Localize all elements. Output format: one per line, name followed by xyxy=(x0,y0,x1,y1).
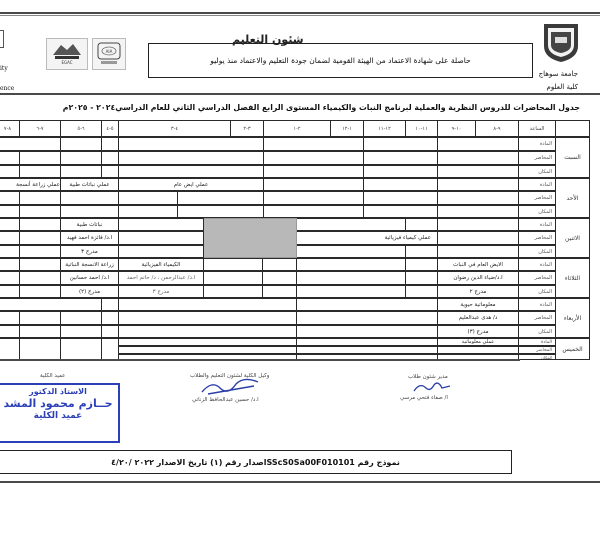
label-lecturer: المحاضر xyxy=(518,191,556,205)
vice-dean-name: ا.د/ حسين عبدالحافظ الزناتي xyxy=(192,397,259,403)
thu-lecturer-1-4 xyxy=(118,346,297,354)
dean-title: عميد الكلية xyxy=(40,373,66,379)
mon-subject-11-1 xyxy=(296,218,406,231)
egac-logo xyxy=(46,38,88,70)
aia-emblem-icon xyxy=(93,39,125,69)
sat-subject-10-12 xyxy=(363,137,438,151)
wed-lecturer-10-1 xyxy=(296,311,438,325)
mon-place-6-7 xyxy=(19,245,61,258)
time-header: الساعة xyxy=(518,120,556,137)
mon-subject-7-8 xyxy=(0,218,20,231)
stamp-line-1: الاستاذ الدكتور xyxy=(29,387,87,396)
tue-lecturer-physchem: ا.د/ عبدالرحمن ، د/ حاتم احمد xyxy=(118,271,204,285)
label-subject: المادة xyxy=(518,338,556,346)
wed-place-7-8 xyxy=(0,325,20,338)
label-subject: المادة xyxy=(518,298,556,311)
tue-place-6-7 xyxy=(19,285,61,298)
svg-text:AIA: AIA xyxy=(105,49,113,54)
wed-subject-1-4 xyxy=(118,298,297,311)
tue-subject-6-7 xyxy=(19,258,61,271)
sat-lecturer-7-8 xyxy=(0,151,20,165)
slot-3-2: ٣-٢ xyxy=(230,120,264,137)
university-en-partial: ity xyxy=(0,65,8,72)
label-place: المكان xyxy=(518,354,556,360)
sun-lecturer-4-3 xyxy=(118,191,178,205)
svg-text:EGAC: EGAC xyxy=(61,60,73,65)
slot-9-8: ٩-٨ xyxy=(475,120,519,137)
tue-place-1-2 xyxy=(262,285,297,298)
sat-place-12-2 xyxy=(263,165,364,178)
mon-place-7-8 xyxy=(0,245,20,258)
slot-4-3: ٤-٣ xyxy=(118,120,231,137)
slot-1-12: ١-١٢ xyxy=(330,120,364,137)
slot-12-11: ١٢-١١ xyxy=(363,120,406,137)
sun-practical-tissue: عملي زراعة أنسجة xyxy=(0,178,61,191)
mon-place-10-11 xyxy=(405,245,438,258)
thu-subject-10-1 xyxy=(296,338,438,346)
sat-place-2-4 xyxy=(118,165,264,178)
sat-lecturer-4-5 xyxy=(101,151,119,165)
sat-lecturer-12-2 xyxy=(263,151,364,165)
university-name: جامعة سوهاج xyxy=(538,70,578,78)
tue-subject-tissue: زراعة الانسجة النباتية xyxy=(60,258,119,271)
student-affairs-signature-icon xyxy=(412,380,452,394)
wed-subject-4-5 xyxy=(101,298,119,311)
student-affairs-title: مدير شئون طلاب xyxy=(408,374,448,380)
day-tuesday: الثلاثاء xyxy=(555,258,590,298)
shade-edge xyxy=(263,231,264,245)
header-rule xyxy=(0,93,600,95)
schedule-title: جدول المحاضرات للدروس النظرية والعملية لبرنامج النبات والكيمياء المستوى الرابع الفصل الدراسي الثاني للعام الدراسي٢٠٢٤ - ٢٠٢٥م xyxy=(62,103,580,112)
label-place: المكان xyxy=(518,245,556,258)
sat-lecturer-8-10 xyxy=(437,151,519,165)
wed-lecturer-4-5 xyxy=(101,311,119,325)
sun-place-12-2 xyxy=(263,205,364,218)
slot-10-9: ١٠-٩ xyxy=(437,120,476,137)
tue-lecturer-11-1 xyxy=(296,271,406,285)
sat-subject-2-4 xyxy=(118,137,264,151)
day-thursday: الخميس xyxy=(555,338,590,360)
sun-lecturer-10-12 xyxy=(363,191,438,205)
sat-subject-12-2 xyxy=(263,137,364,151)
tue-subject-2-3 xyxy=(203,258,263,271)
mon-subject-10-11 xyxy=(405,218,438,231)
thu-4-5 xyxy=(101,338,119,360)
sat-place-8-10 xyxy=(437,165,519,178)
tue-subject-metabolism: الايض العام في النبات xyxy=(437,258,519,271)
sat-lecturer-2-4 xyxy=(118,151,264,165)
sun-lecturer-8-10 xyxy=(437,191,519,205)
sun-place-7-8 xyxy=(0,205,20,218)
tue-place-metabolism: مدرج ٢ xyxy=(437,285,519,298)
sat-lecturer-5-6 xyxy=(60,151,102,165)
day-saturday: السبت xyxy=(555,137,590,178)
sun-lecturer-5-6 xyxy=(60,191,119,205)
tue-lecturer-metabolism: ا.د/ضياء الدين رضوان xyxy=(437,271,519,285)
sun-place-4-3 xyxy=(118,205,178,218)
label-subject: المادة xyxy=(518,258,556,271)
wed-subject-5-8 xyxy=(0,298,102,311)
mon-place-8-10 xyxy=(437,245,519,258)
label-lecturer: المحاضر xyxy=(518,231,556,245)
slot-11-10: ١١-١٠ xyxy=(405,120,438,137)
label-subject: المادة xyxy=(518,178,556,191)
sun-practical-medplants: عملي نباتات طبية xyxy=(60,178,119,191)
sun-practical-metabolism: عملي ايض عام xyxy=(118,178,264,191)
slot-7-6: ٧-٦ xyxy=(19,120,61,137)
sun-subject-12-2 xyxy=(263,178,364,191)
mon-subject-8-10 xyxy=(437,218,519,231)
mon-place-3-4 xyxy=(118,245,204,258)
label-place: المكان xyxy=(518,205,556,218)
label-subject: المادة xyxy=(518,218,556,231)
accreditation-box xyxy=(148,43,533,78)
form-number-text: نموذج رقم SScS0Sa00F010101اصدار رقم (١) تاريخ الاصدار ٢٠٢٢ /٤/٢٠ xyxy=(111,457,400,467)
day-sunday: الأحد xyxy=(555,178,590,218)
sun-lecturer-6-7 xyxy=(19,191,61,205)
mon-lecturer-8-10 xyxy=(437,231,519,245)
label-place: المكان xyxy=(518,285,556,298)
sat-place-4-5 xyxy=(101,165,119,178)
wed-lecturer-1-4 xyxy=(118,311,297,325)
sun-subject-8-10 xyxy=(437,178,519,191)
mon-lecturer-medplants: ا.د/ فائزة احمد فهيد xyxy=(60,231,119,245)
sat-lecturer-6-7 xyxy=(19,151,61,165)
label-lecturer: المحاضر xyxy=(518,271,556,285)
wed-place-5-6 xyxy=(60,325,102,338)
sat-place-5-6 xyxy=(60,165,102,178)
thu-5-6 xyxy=(60,338,102,360)
thu-practical-bioinfo: عملي معلوماتية xyxy=(437,338,519,346)
label-place: المكان xyxy=(518,165,556,178)
section-title: شئون التعليم xyxy=(232,33,304,46)
vice-dean-title: وكيل الكلية لشئون التعليم والطلاب xyxy=(190,373,270,379)
sun-lecturer-12-2 xyxy=(263,191,364,205)
sat-place-6-7 xyxy=(19,165,61,178)
sun-lecturer-7-8 xyxy=(0,191,20,205)
sat-subject-5-6 xyxy=(60,137,102,151)
tue-place-2-3 xyxy=(203,285,263,298)
slot-6-5: ٦-٥ xyxy=(60,120,102,137)
mon-lecturer-6-7 xyxy=(19,231,61,245)
mon-subject-medplants: نباتات طبية xyxy=(60,218,119,231)
faculty-en-partial: ence xyxy=(0,85,15,92)
tue-place-7-8 xyxy=(0,285,20,298)
mon-shaded-block xyxy=(203,218,297,258)
sat-subject-4-5 xyxy=(101,137,119,151)
label-place: المكان xyxy=(518,325,556,338)
wed-place-4-5 xyxy=(101,325,119,338)
label-lecturer: المحاضر xyxy=(518,346,556,354)
mon-lecturer-3-4 xyxy=(118,231,204,245)
wed-place-1-4 xyxy=(118,325,297,338)
tue-subject-physchem: الكيمياء الفيزيائية xyxy=(118,258,204,271)
tue-lecturer-tissue: ا.د/ احمد حسانين xyxy=(60,271,119,285)
sat-subject-6-8 xyxy=(0,137,61,151)
wed-place-6-7 xyxy=(19,325,61,338)
tue-lecturer-6-7 xyxy=(19,271,61,285)
sat-place-7-8 xyxy=(0,165,20,178)
label-lecturer: المحاضر xyxy=(518,151,556,165)
footer-rule xyxy=(0,481,600,483)
mon-subject-3-4 xyxy=(118,218,204,231)
slot-8-7: ٨-٧ xyxy=(0,120,20,137)
thu-6-7 xyxy=(19,338,61,360)
wed-lecturer-6-7 xyxy=(19,311,61,325)
top-rule-thin xyxy=(0,15,600,16)
aia-logo xyxy=(92,38,126,70)
wed-place-bioinfo: مدرج (٣) xyxy=(437,325,519,338)
tue-subject-1-2 xyxy=(262,258,297,271)
sohag-university-logo xyxy=(540,20,582,64)
wed-lecturer-5-6 xyxy=(60,311,102,325)
accreditation-text: حاصلة على شهادة الاعتماد من الهيئة القومية لضمان جودة التعليم والاعتماد منذ يوليو xyxy=(210,56,471,65)
dean-stamp xyxy=(0,383,120,443)
thu-lecturer-8-10 xyxy=(437,346,519,354)
tue-place-10-11 xyxy=(405,285,438,298)
mon-subject-6-7 xyxy=(19,218,61,231)
mon-practical-physchem: عملي كيمياء فيزيائية xyxy=(263,231,438,245)
tue-subject-7-8 xyxy=(0,258,20,271)
tue-lecturer-10-11 xyxy=(405,271,438,285)
label-lecturer: المحاضر xyxy=(518,311,556,325)
form-number-box xyxy=(0,450,512,474)
sat-place-10-12 xyxy=(363,165,438,178)
slot-2-1: ٢-١ xyxy=(263,120,331,137)
day-wednesday: الأربعاء xyxy=(555,298,590,338)
tue-lecturer-1-2 xyxy=(262,271,297,285)
thu-subject-1-4 xyxy=(118,338,297,346)
tue-subject-10-11 xyxy=(405,258,438,271)
sun-place-3-4 xyxy=(177,205,264,218)
sun-place-10-12 xyxy=(363,205,438,218)
sun-subject-10-12 xyxy=(363,178,438,191)
thu-lecturer-10-1 xyxy=(296,346,438,354)
day-monday: الاثنين xyxy=(555,218,590,258)
wed-subject-10-1 xyxy=(296,298,438,311)
slot-5-4: ٥-٤ xyxy=(101,120,119,137)
tue-subject-11-1 xyxy=(296,258,406,271)
wed-lecturer-bioinfo: د/ هدى عبدالعليم xyxy=(437,311,519,325)
faculty-name: كلية العلوم xyxy=(546,83,578,91)
tue-lecturer-2-3 xyxy=(203,271,263,285)
table-bottom-rule xyxy=(0,359,520,361)
sun-place-5-6 xyxy=(60,205,119,218)
wed-lecturer-7-8 xyxy=(0,311,20,325)
vice-dean-signature-icon xyxy=(198,376,268,398)
sat-subject-8-10 xyxy=(437,137,519,151)
sun-place-6-7 xyxy=(19,205,61,218)
stamp-line-3: عميد الكلية xyxy=(33,411,83,421)
tue-place-physchem: مدرج ٣ xyxy=(118,285,204,298)
mon-place-medplants: مدرج ٣ xyxy=(60,245,119,258)
sat-lecturer-10-12 xyxy=(363,151,438,165)
tue-place-tissue: مدرج (٢) xyxy=(60,285,119,298)
egac-mountain-icon xyxy=(47,39,87,69)
sun-place-8-10 xyxy=(437,205,519,218)
thu-7-8 xyxy=(0,338,20,360)
label-subject: المادة xyxy=(518,137,556,151)
mon-lecturer-7-8 xyxy=(0,231,20,245)
student-affairs-name: ا/ صفاء فتحي مرسي xyxy=(400,395,448,401)
left-logo-fragment xyxy=(0,30,4,48)
stamp-line-2: حــازم محمود المشد xyxy=(3,397,113,410)
tue-lecturer-7-8 xyxy=(0,271,20,285)
corner-cell xyxy=(555,120,590,137)
wed-place-10-1 xyxy=(296,325,438,338)
university-shield-icon xyxy=(540,20,582,64)
tue-place-11-1 xyxy=(296,285,406,298)
mon-place-11-1 xyxy=(296,245,406,258)
wed-subject-bioinfo: معلوماتية حيوية xyxy=(437,298,519,311)
top-rule xyxy=(0,12,600,14)
sun-lecturer-3-4 xyxy=(177,191,264,205)
